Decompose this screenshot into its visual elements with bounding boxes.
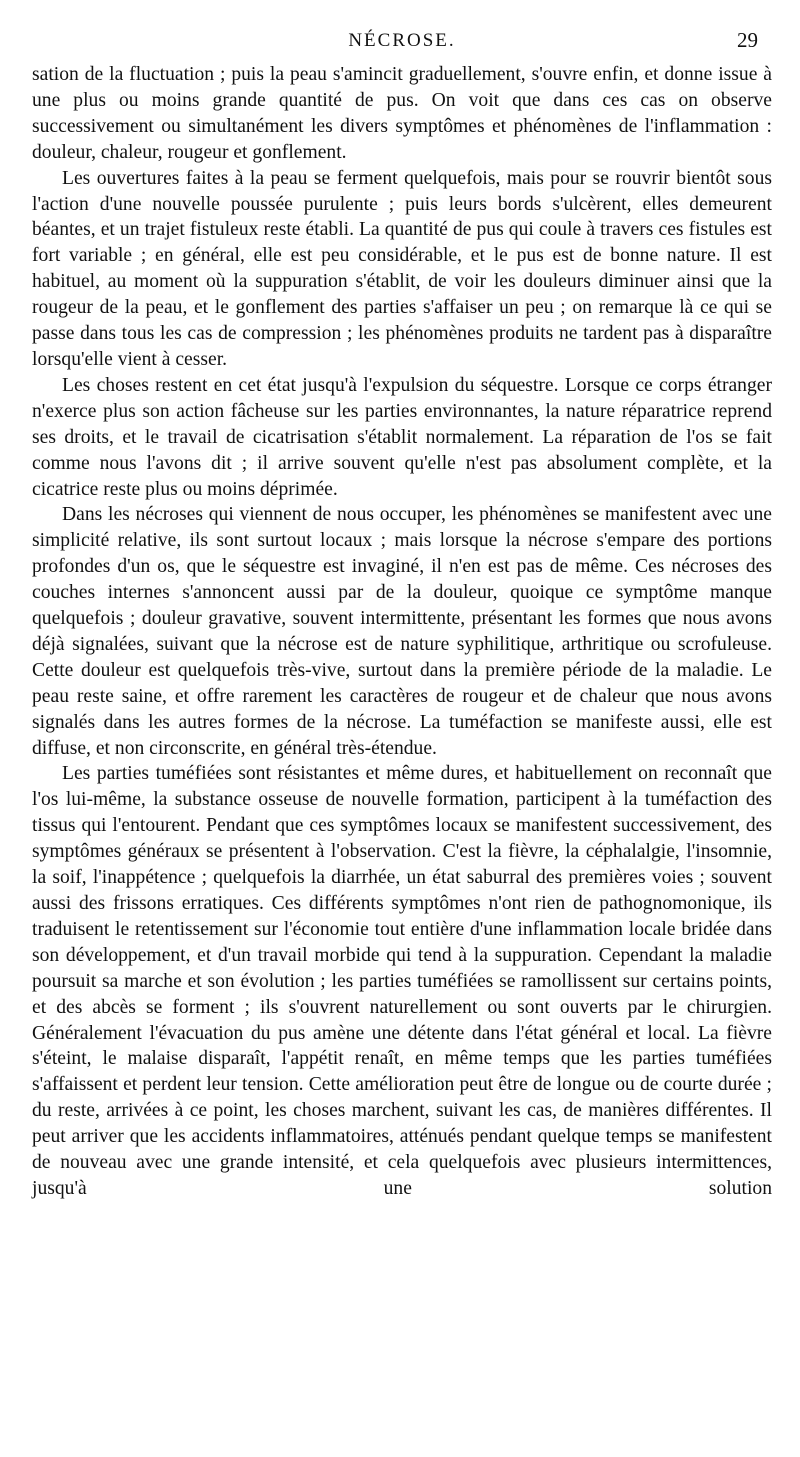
body-text bbox=[32, 62, 772, 1202]
paragraph: Dans les nécroses qui viennent de nous occuper, les phénomènes se manifestent avec une simplicité relative, ils sont surtout locaux ; mais lorsque la nécrose s'empare des portions profondes d'un os, que le séquestre est invaginé, il n'en est pas de même. Ces nécroses des couches internes s'annoncent aussi par de la douleur, quoique ce symptôme manque quelquefois ; douleur gravative, souvent intermittente, présentant les formes que nous avons déjà signalées, suivant que la nécrose est de nature syphilitique, arthritique ou scrofuleuse. Cette douleur est quelquefois très-vive, surtout dans la première période de la maladie. Le peau reste saine, et offre rarement les caractères de rougeur et de chaleur que nous avons signalés dans les autres formes de la nécrose. La tuméfaction se manifeste aussi, elle est diffuse, et non circonscrite, en général très-étendue. bbox=[32, 504, 772, 759]
paragraph: Les choses restent en cet état jusqu'à l'expulsion du séquestre. Lorsque ce corps étranger n'exerce plus son action fâcheuse sur les parties environnantes, la nature réparatrice reprend ses droits, et le travail de cicatrisation s'établit normalement. La réparation de l'os se fait comme nous l'avons dit ; il arrive souvent qu'elle n'est pas absolument complète, et la cicatrice reste plus ou moins déprimée. bbox=[32, 374, 772, 500]
paragraph-continuation: sation de la fluctuation ; puis la peau s'amincit graduellement, s'ouvre enfin, et donne issue à une plus ou moins grande quantité de pus. On voit que dans ces cas on observe successivement ou simultanément les divers symptômes et phénomènes de l'inflammation : douleur, chaleur, rougeur et gonflement. bbox=[32, 64, 772, 163]
running-title: NÉCROSE. bbox=[348, 30, 456, 51]
paragraph: Les ouvertures faites à la peau se ferment quelquefois, mais pour se rouvrir bientôt sous l'action d'une nouvelle poussée purulente ; puis leurs bords s'ulcèrent, elles demeurent béantes, et un trajet fistuleux reste établi. La quantité de pus qui coule à travers ces fistules est fort variable ; en général, elle est peu considérable, et le pus est de bonne nature. Il est habituel, au moment où la suppuration s'établit, de voir les douleurs diminuer ainsi que la rougeur de la peau, et le gonflement des parties s'affaiser un peu ; on remarque là ce qui se passe dans tous les cas de compression ; les phénomènes produits ne tardent pas à disparaître lorsqu'elle vient à cesser. bbox=[32, 167, 772, 370]
page-number: 29 bbox=[737, 28, 758, 52]
paragraph: Les parties tuméfiées sont résistantes et même dures, et habituellement on reconnaît que l'os lui-même, la substance osseuse de nouvelle formation, participent à la tuméfaction des tissus qui l'entourent. Pendant que ces symptômes locaux se manifestent successivement, des symptômes généraux se présentent à l'observation. C'est la fièvre, la céphalalgie, l'insomnie, la soif, l'inappétence ; quelquefois la diarrhée, un état saburral des premières voies ; souvent aussi des frissons erratiques. Ces différents symptômes n'ont rien de pathognomonique, ils traduisent le retentissement sur l'économie tout entière d'une inflammation locale bridée dans son développement, et d'un travail morbide qui tend à la suppuration. Cependant la maladie poursuit sa marche et son évolution ; les parties tuméfiées se ramollissent sur certains points, et des abcès se forment ; ils s'ouvrent naturellement ou sont ouverts par le chirurgien. Généralement l'évacuation du pus amène une détente dans l'état général et local. La fièvre s'éteint, le malaise disparaît, l'appétit renaît, en même temps que les parties tuméfiées s'affaissent et perdent leur tension. Cette amélioration peut être de longue ou de courte durée ; du reste, arrivées à ce point, les choses marchent, suivant les cas, de manières différentes. Il peut arriver que les accidents inflammatoires, atténués pendant quelque temps se manifestent de nouveau avec une grande intensité, et cela quelquefois avec plusieurs intermittences, jusqu'à une solution bbox=[32, 763, 772, 1199]
page-header bbox=[32, 28, 772, 56]
book-page bbox=[32, 28, 772, 1202]
